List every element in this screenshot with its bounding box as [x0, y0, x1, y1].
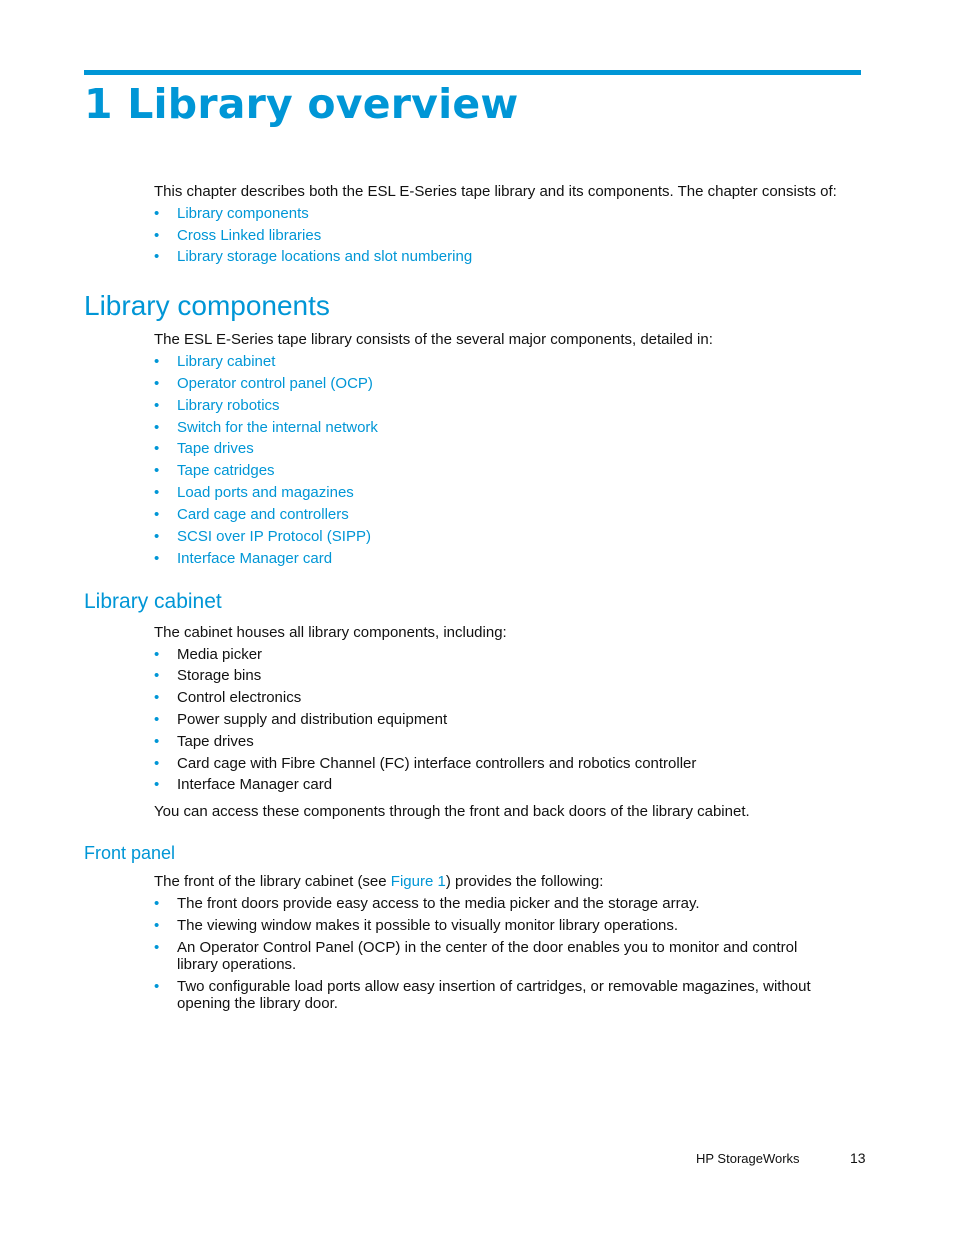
- chapter-rule: [84, 70, 861, 75]
- cabinet-item-text: Power supply and distribution equipment: [177, 711, 448, 728]
- cabinet-item-text: Media picker: [177, 646, 263, 663]
- chapter-intro: This chapter describes both the ESL E-Series tape library and its components. The chapter consists of:: [154, 183, 837, 200]
- bullet-icon: •: [154, 248, 160, 265]
- link-tape-cartridges[interactable]: Tape catridges: [177, 462, 275, 479]
- bullet-icon: •: [154, 646, 160, 663]
- footer-product-name: HP StorageWorks: [696, 1151, 800, 1166]
- bullet-icon: •: [154, 440, 160, 457]
- bullet-icon: •: [154, 462, 160, 479]
- link-library-cabinet[interactable]: Library cabinet: [177, 353, 276, 370]
- front-panel-item-text: The viewing window makes it possible to visually monitor library operations.: [177, 917, 679, 934]
- link-internal-network-switch[interactable]: Switch for the internal network: [177, 419, 378, 436]
- cabinet-intro: The cabinet houses all library components, including:: [154, 624, 507, 641]
- heading-front-panel: Front panel: [84, 843, 176, 863]
- bullet-icon: •: [154, 353, 160, 370]
- link-card-cage[interactable]: Card cage and controllers: [177, 506, 349, 523]
- link-sipp[interactable]: SCSI over IP Protocol (SIPP): [177, 528, 371, 545]
- link-library-robotics[interactable]: Library robotics: [177, 397, 280, 414]
- link-cross-linked-libraries[interactable]: Cross Linked libraries: [177, 227, 322, 244]
- bullet-icon: •: [154, 917, 160, 934]
- bullet-icon: •: [154, 205, 160, 222]
- bullet-icon: •: [154, 484, 160, 501]
- bullet-icon: •: [154, 895, 160, 912]
- footer-page-number: 13: [850, 1150, 866, 1166]
- link-interface-manager-card[interactable]: Interface Manager card: [177, 550, 333, 567]
- bullet-icon: •: [154, 375, 160, 392]
- bullet-icon: •: [154, 550, 160, 567]
- cabinet-item-text: Storage bins: [177, 667, 262, 684]
- bullet-icon: •: [154, 689, 160, 706]
- bullet-icon: •: [154, 939, 160, 956]
- cabinet-outro: You can access these components through the front and back doors of the library cabinet.: [154, 803, 750, 820]
- bullet-icon: •: [154, 978, 160, 995]
- heading-library-components: Library components: [84, 290, 330, 321]
- link-library-components[interactable]: Library components: [177, 205, 309, 222]
- cabinet-item-text: Control electronics: [177, 689, 302, 706]
- cabinet-item-text: Interface Manager card: [177, 776, 333, 793]
- bullet-icon: •: [154, 733, 160, 750]
- front-panel-item-text: Two configurable load ports allow easy insertion of cartridges, or removable magazines, without opening the library door.: [177, 978, 811, 1012]
- bullet-icon: •: [154, 667, 160, 684]
- cabinet-item-text: Tape drives: [177, 733, 254, 750]
- front-panel-item-text: An Operator Control Panel (OCP) in the center of the door enables you to monitor and control library operations.: [177, 939, 798, 973]
- bullet-icon: •: [154, 419, 160, 436]
- link-storage-locations[interactable]: Library storage locations and slot numbering: [177, 248, 473, 265]
- heading-library-cabinet: Library cabinet: [84, 590, 222, 613]
- bullet-icon: •: [154, 755, 160, 772]
- link-load-ports[interactable]: Load ports and magazines: [177, 484, 354, 501]
- cabinet-item-text: Card cage with Fibre Channel (FC) interface controllers and robotics controller: [177, 755, 697, 772]
- front-panel-intro-text: ) provides the following:: [445, 873, 604, 890]
- link-figure-1[interactable]: Figure 1: [390, 873, 446, 890]
- bullet-icon: •: [154, 227, 160, 244]
- link-tape-drives[interactable]: Tape drives: [177, 440, 254, 457]
- front-panel-item-text: The front doors provide easy access to the media picker and the storage array.: [177, 895, 700, 912]
- bullet-icon: •: [154, 776, 160, 793]
- bullet-icon: •: [154, 528, 160, 545]
- bullet-icon: •: [154, 397, 160, 414]
- chapter-title: 1 Library overview: [84, 80, 519, 128]
- components-intro: The ESL E-Series tape library consists of the several major components, detailed in:: [154, 331, 713, 348]
- front-panel-intro-text: The front of the library cabinet (see: [154, 873, 391, 890]
- link-ocp[interactable]: Operator control panel (OCP): [177, 375, 373, 392]
- bullet-icon: •: [154, 711, 160, 728]
- front-panel-intro: [154, 873, 603, 891]
- bullet-icon: •: [154, 506, 160, 523]
